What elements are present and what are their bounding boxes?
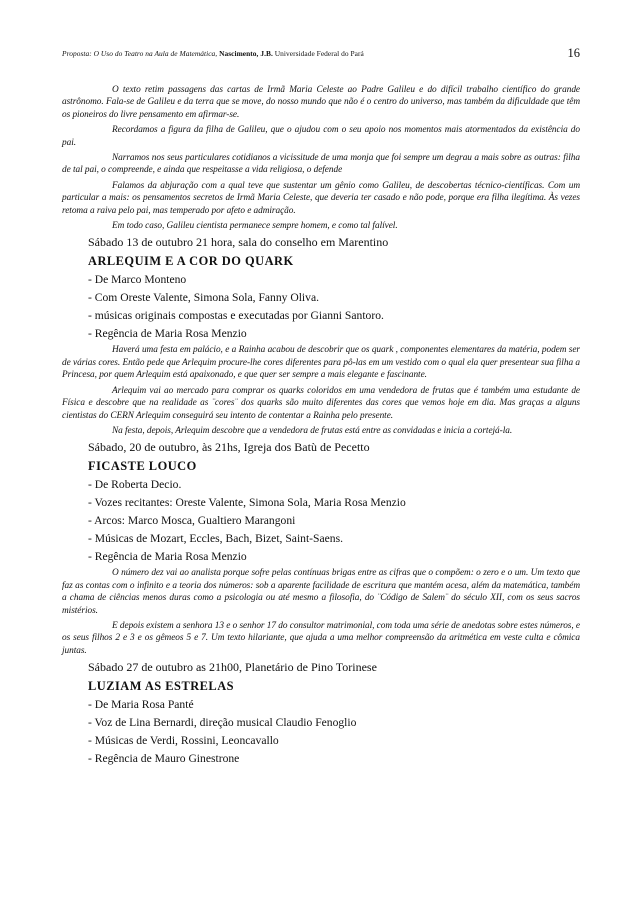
header-citation [62, 49, 364, 58]
intro-paragraph: O texto retim passagens das cartas de Irmã Maria Celeste ao Padre Galileu e do difícil trabalho científico do grande astrônomo. Fala-se de Galileu e da terra que se move, do nosso mundo que não é o centro do universo, mas também da dificuldade que têm os pioneiros do livre pensamento em afirmar-se. [62, 85, 580, 120]
credit-line: - Regência de Maria Rosa Menzio [88, 550, 247, 564]
credit-line: - músicas originais compostas e executadas por Gianni Santoro. [88, 309, 384, 323]
synopsis-paragraph: Na festa, depois, Arlequim descobre que a vendedora de frutas está entre as convidadas e inicia a cortejá-la. [112, 425, 513, 436]
intro-paragraph: Recordamos a figura da filha de Galileu, que o ajudou com o seu apoio nos momentos mais atormentados da existência do pai. [62, 125, 580, 148]
header-author: Nascimento, J.B. [219, 49, 273, 58]
synopsis-paragraph: Arlequim vai ao mercado para comprar os quarks coloridos em uma vendedora de frutas que é também uma estudante de Física e descobre que na realidade as ¨cores¨ dos quarks são muito diferentes das cores que vemos hoje em dia. Mas graças a alguns cientistas do CERN Arlequim conseguirá seu intento de contentar a Rainha pelo presente. [62, 385, 580, 421]
synopsis-paragraph: E depois existem a senhora 13 e o senhor 17 do consultor matrimonial, com toda uma série de anedotas sobre estes números, e os seus filhos 2 e 3 e os gêmeos 5 e 7. Um texto hilariante, que ajuda a uma melhor compreensão da aritmética em veste culta e cômica juntas. [62, 620, 580, 656]
running-header [62, 46, 580, 62]
credit-line: - De Roberta Decio. [88, 478, 182, 492]
event-datetime-location: Sábado, 20 de outubro, às 21hs, Igreja dos Batù de Pecetto [88, 440, 370, 455]
credit-line: - Regência de Maria Rosa Menzio [88, 327, 247, 341]
header-institution: Universidade Federal do Pará [274, 49, 364, 58]
intro-paragraph: Em todo caso, Galileu cientista permanece sempre homem, e como tal falível. [112, 221, 398, 232]
synopsis-paragraph: Haverá uma festa em palácio, e a Rainha acabou de descobrir que os quark , componentes elementares da matéria, podem ser de várias cores. Então pede que Arlequim procure-lhe cores diferentes para pô-las em um vestido com o qual ela quer presentear sua filha a Princesa, por quem Arlequim está apaixonado, e que quer ser sempre a mais elegante e fascinante. [62, 345, 580, 381]
credit-line: - Músicas de Mozart, Eccles, Bach, Bizet, Saint-Saens. [88, 532, 343, 546]
credit-line: - Voz de Lina Bernardi, direção musical Claudio Fenoglio [88, 716, 357, 730]
credit-line: - De Marco Monteno [88, 273, 187, 287]
credit-line: - Arcos: Marco Mosca, Gualtiero Marangoni [88, 514, 296, 528]
event-datetime-location: Sábado 27 de outubro as 21h00, Planetário de Pino Torinese [88, 660, 377, 675]
credit-line: - Vozes recitantes: Oreste Valente, Simona Sola, Maria Rosa Menzio [88, 496, 406, 510]
page-number: 16 [567, 46, 580, 60]
show-title: FICASTE LOUCO [88, 459, 197, 474]
credit-line: - Músicas de Verdi, Rossini, Leoncavallo [88, 734, 279, 748]
show-title: LUZIAM AS ESTRELAS [88, 679, 235, 694]
header-title: Proposta: O Uso do Teatro na Aula de Matemática, [62, 49, 218, 58]
intro-paragraph: Falamos da abjuração com a qual teve que sustentar um gênio como Galileu, de descobertas técnico-científicas. Com um particular a mais: os pensamentos secretos de Irmã Maria Celeste, que deveria ter casado e não pode, porque era filha ilegítima. Às vezes retoma a raiva pelo pai, mas temperado por afeto e admiração. [62, 180, 580, 216]
intro-paragraph: Narramos nos seus particulares cotidianos a vicissitude de uma monja que foi sempre um degrau a mais sobre as outras: filha de tal pai, o compreende, e ainda que respeitasse a vida religiosa, o defende [62, 153, 580, 176]
credit-line: - Com Oreste Valente, Simona Sola, Fanny Oliva. [88, 291, 319, 305]
credit-line: - Regência de Mauro Ginestrone [88, 752, 240, 766]
event-datetime-location: Sábado 13 de outubro 21 hora, sala do conselho em Marentino [88, 235, 389, 250]
credit-line: - De Maria Rosa Panté [88, 698, 194, 712]
show-title: ARLEQUIM E A COR DO QUARK [88, 254, 294, 269]
synopsis-paragraph: O número dez vai ao analista porque sofre pelas contínuas brigas entre as cifras que o compõem: o zero e o um. Um texto que faz as contas com o infinito e a teoria dos números: sob a aparente facilidade de escritura que mantém acesa, além da matemática, também a chama de ciências menos duras como a psicologia ou até mesmo a filosofia, do ¨Código de Salem¨ do século XII, com os seus sacros mistérios. [62, 568, 580, 616]
page-body [62, 84, 580, 769]
